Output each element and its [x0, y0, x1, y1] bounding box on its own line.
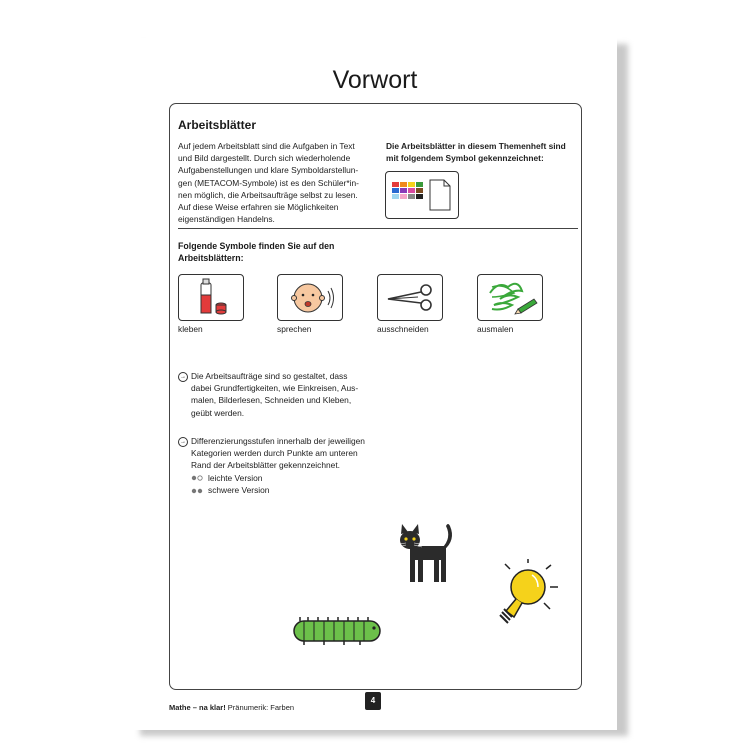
lightbulb-illustration: [488, 559, 564, 629]
hard-level-dots-icon: [191, 488, 205, 494]
worksheet-symbol-box: [385, 171, 459, 219]
symbols-heading: [178, 240, 334, 264]
intro-line: nen möglich, die Arbeitsaufträge selbst zu lesen.: [178, 189, 358, 200]
symbol-label-kleben: kleben: [178, 324, 203, 334]
symbol-label-ausschneiden: ausschneiden: [377, 324, 429, 334]
scissors-icon: [378, 275, 442, 320]
footer-subtitle: Pränumerik: Farben: [227, 703, 295, 712]
level-hard-label: schwere Version: [208, 484, 270, 495]
symbols-heading-line: Arbeitsblättern:: [178, 253, 244, 264]
note-line: Die Arbeitsblätter in diesem Themenheft sind: [386, 141, 566, 151]
caterpillar-illustration: [288, 609, 388, 649]
section-heading-arbeitsblaetter: Arbeitsblätter: [178, 118, 257, 132]
bullet-1: [178, 370, 398, 419]
bullet-line: Differenzierungsstufen innerhalb der jeweiligen: [191, 436, 365, 446]
content-box: [169, 103, 582, 690]
document-page: [133, 38, 617, 730]
bullet-line: Die Arbeitsaufträge sind so gestaltet, dass: [191, 371, 348, 381]
section-divider: [178, 228, 578, 229]
intro-line: gen (METACOM-Symbole) ist es den Schüler*in-: [178, 177, 359, 188]
symbol-label-sprechen: sprechen: [277, 324, 312, 334]
symbols-heading-line: Folgende Symbole finden Sie auf den: [178, 241, 335, 251]
bullet-line: geübt werden.: [191, 407, 245, 418]
bullet-line: Rand der Arbeitsblätter gekennzeichnet.: [191, 460, 340, 471]
intro-line: Auf jedem Arbeitsblatt sind die Aufgaben in Text: [178, 141, 355, 151]
speaking-face-icon: [278, 275, 342, 320]
cat-illustration: [398, 522, 462, 592]
intro-line: Auf diese Weise erfahren sie Möglichkeiten: [178, 202, 339, 213]
intro-line: Aufgabenstellungen und klare Symboldarstellun-: [178, 165, 359, 176]
bullet-line: malen, Bilderlesen, Schneiden und Kleben,: [191, 395, 352, 406]
page-title: Vorwort: [332, 66, 418, 94]
footer-brand: Mathe – na klar!: [169, 703, 226, 712]
coloring-pencil-icon: [478, 275, 542, 320]
intro-paragraph: [178, 140, 378, 225]
symbol-label-ausmalen: ausmalen: [477, 324, 514, 334]
bullet-line: dabei Grundfertigkeiten, wie Einkreisen, Aus-: [191, 383, 359, 394]
footer: [169, 703, 294, 712]
intro-line: und Bild dargestellt. Durch sich wiederholende: [178, 153, 351, 164]
easy-level-dots-icon: [191, 475, 205, 481]
symbol-box-sprechen: [277, 274, 343, 321]
arrow-circle-icon: →: [180, 373, 186, 380]
symbol-box-kleben: [178, 274, 244, 321]
worksheet-note: [386, 140, 581, 164]
bullet-2: [178, 435, 398, 496]
intro-line: eigenständigen Handelns.: [178, 214, 275, 225]
glue-stick-icon: [179, 275, 243, 320]
note-line: mit folgendem Symbol gekennzeichnet:: [386, 153, 544, 164]
palette-document-icon: [386, 172, 458, 218]
bullet-line: Kategorien werden durch Punkte am unteren: [191, 448, 358, 459]
arrow-circle-icon: →: [180, 438, 186, 445]
symbol-box-ausschneiden: [377, 274, 443, 321]
level-easy-label: leichte Version: [208, 472, 263, 483]
page-number: 4: [365, 692, 381, 710]
symbol-box-ausmalen: [477, 274, 543, 321]
